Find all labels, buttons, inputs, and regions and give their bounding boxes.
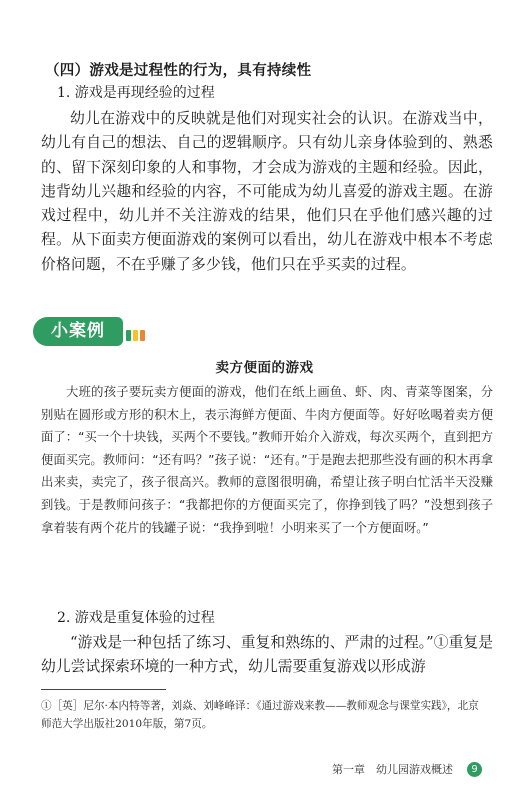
page-number: 9 (467, 762, 482, 777)
page-footer (332, 761, 482, 777)
chapter-label: 第一章 幼儿园游戏概述 (332, 763, 453, 776)
section-heading: （四）游戏是过程性的行为，具有持续性 (45, 62, 312, 79)
paragraph-2: “游戏是一种包括了练习、重复和熟练的、严肃的过程。”①重复是幼儿尝试探索环境的一种方式，幼儿需要重复游戏以形成游 (41, 634, 493, 676)
case-badge-label: 小案例 (33, 317, 123, 346)
footnote: ①［英］尼尔·本内特等著，刘焱、刘峰峰译：《通过游戏来教——教师观念与课堂实践》，北京师范大学出版社2010年版，第7页。 (41, 700, 479, 730)
case-badge (33, 317, 151, 346)
footnote-divider (41, 689, 166, 690)
case-title: 卖方便面的游戏 (215, 360, 314, 376)
subheading-1: 1. 游戏是再现经验的过程 (57, 85, 215, 101)
subheading-2: 2. 游戏是重复体验的过程 (57, 610, 215, 626)
case-body: 大班的孩子要玩卖方便面的游戏，他们在纸上画鱼、虾、肉、青菜等图案，分别贴在圆形或方形的积木上，表示海鲜方便面、牛肉方便面等。好好吆喝着卖方便面了：“买一个十块钱，买两个不要钱。”教师开始介入游戏，每次买两个，直到把方便面买完。教师问：“还有吗？”孩子说：“还有。”于是跑去把那些没有画的积木再拿出来卖，卖完了，孩子很高兴。教师的意图很明确，希望让孩子明白忙活半天没赚到钱。于是教师问孩子：“我都把你的方便面买完了，你挣到钱了吗？”没想到孩子拿着装有两个花片的钱罐子说：“我挣到啦！小明来买了一个方便面呀。” (41, 385, 493, 535)
paragraph-1: 幼儿在游戏中的反映就是他们对现实社会的认识。在游戏当中，幼儿有自己的想法、自己的逻辑顺序。只有幼儿亲身体验到的、熟悉的、留下深刻印象的人和事物，才会成为游戏的主题和经验。因此，违背幼儿兴趣和经验的内容，不可能成为幼儿喜爱的游戏主题。在游戏过程中，幼儿并不关注游戏的结果，他们只在乎他们感兴趣的过程。从下面卖方便面游戏的案例可以看出，幼儿在游戏中根本不考虑价格问题，不在乎赚了多少钱，他们只在乎买卖的过程。 (41, 110, 493, 273)
badge-dots-icon (126, 326, 147, 345)
